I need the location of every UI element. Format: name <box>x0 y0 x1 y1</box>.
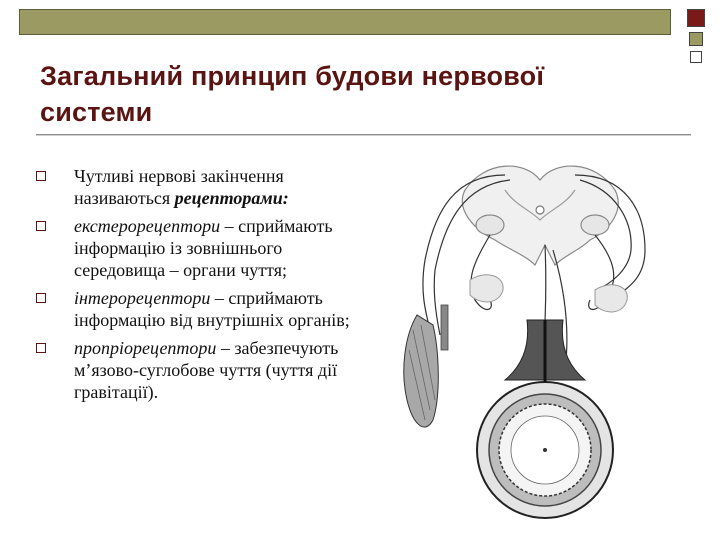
title-divider <box>36 134 691 136</box>
bullet-list <box>36 165 371 409</box>
list-item <box>36 337 371 403</box>
bullet-text: – сприймають інформацію від внутрішніх органів; <box>74 288 350 330</box>
slide-title <box>40 58 600 130</box>
square-bullet-icon <box>36 343 46 353</box>
title-line-1: Загальний принцип будови нервової <box>40 61 545 91</box>
bullet-term: інтерорецептори <box>74 288 211 308</box>
bullet-text: – забезпечують м’язово-суглобове чуття (чуття дії гравітації). <box>74 338 339 402</box>
square-bullet-icon <box>36 293 46 303</box>
list-item <box>36 287 371 331</box>
title-line-2: системи <box>40 97 153 127</box>
bullet-term: екстерорецептори <box>74 216 221 236</box>
decor-square-tan <box>689 32 703 46</box>
bullet-term: пропріорецептори <box>74 338 217 358</box>
top-decor-bar <box>19 9 671 35</box>
list-item <box>36 215 371 281</box>
bullet-term: рецепторами: <box>174 188 289 208</box>
square-bullet-icon <box>36 171 46 181</box>
decor-square-white <box>690 51 702 63</box>
bullet-text: – сприймають інформацію із зовнішнього середовища – органи чуття; <box>74 216 333 280</box>
bullet-text: Чутливі нервові закінчення називаються <box>74 166 284 208</box>
list-item <box>36 165 371 209</box>
corner-decor <box>684 9 708 68</box>
square-bullet-icon <box>36 221 46 231</box>
decor-square-red <box>687 9 705 27</box>
nervous-system-illustration <box>395 150 695 530</box>
